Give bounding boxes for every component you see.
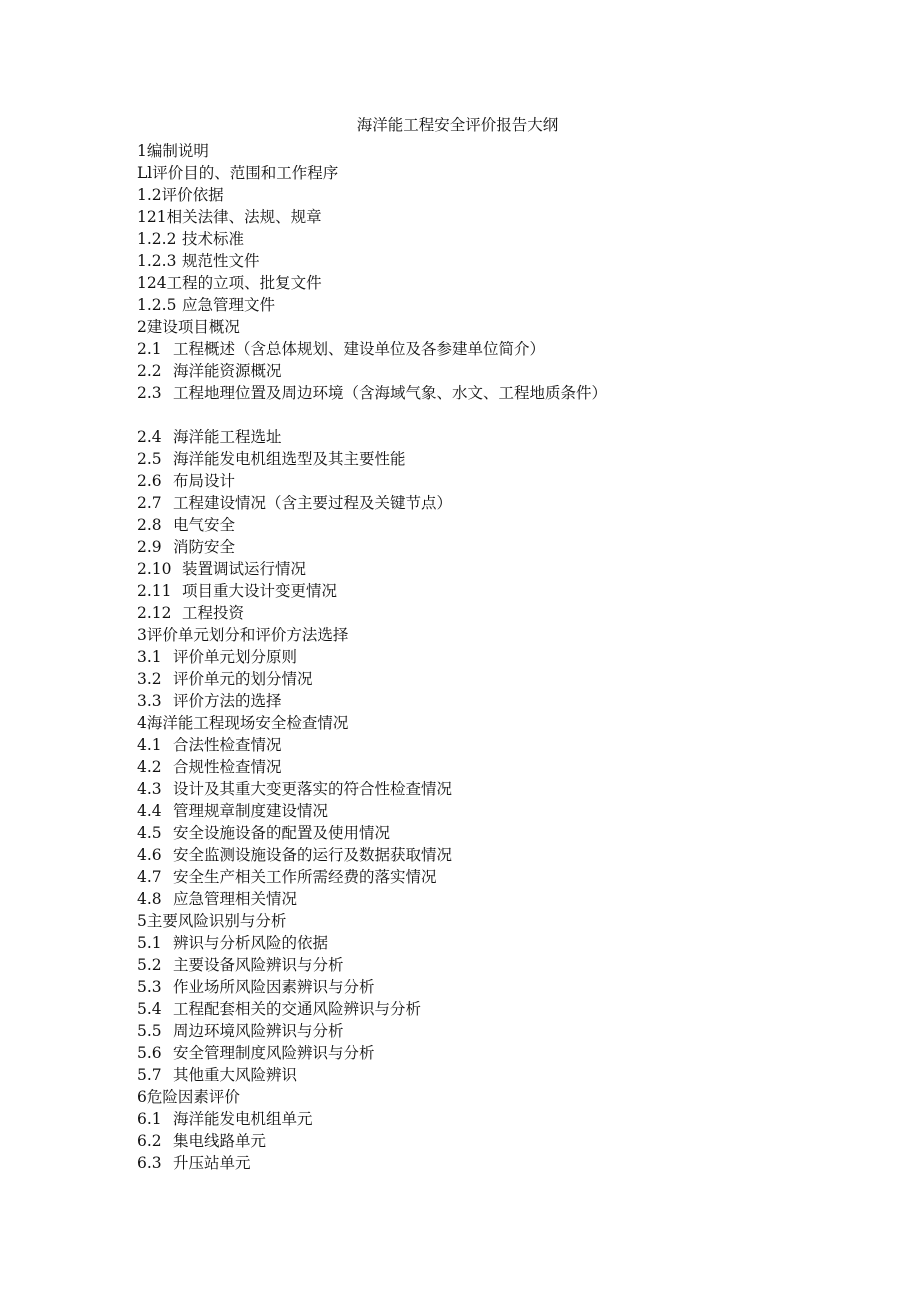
outline-item (137, 382, 637, 426)
outline-number: 2.12 (137, 604, 172, 622)
outline-text: 应急管理相关情况 (173, 890, 298, 908)
outline-number: 2.5 (137, 450, 162, 468)
outline-number: 1.2.5 (137, 296, 177, 314)
outline-item (137, 470, 637, 492)
document-title: 海洋能工程安全评价报告大纲 (356, 116, 559, 134)
outline-item (137, 624, 637, 646)
outline-text: 安全监测设施设备的运行及数据获取情况 (173, 846, 453, 864)
outline-number: 121 (137, 208, 167, 226)
outline-number: 3.2 (137, 670, 162, 688)
outline-text: 主要风险识别与分析 (146, 912, 287, 930)
outline-item (137, 690, 637, 712)
outline-number: 4.2 (137, 758, 162, 776)
outline-text: 评价方法的选择 (173, 692, 282, 710)
outline-item (137, 448, 637, 470)
outline-item (137, 976, 637, 998)
outline-item (137, 888, 637, 910)
outline-number: 2.4 (137, 428, 162, 446)
outline-item (137, 602, 637, 624)
outline-item (137, 756, 637, 778)
outline-text: 建设项目概况 (146, 318, 240, 336)
outline-text: 集电线路单元 (173, 1132, 267, 1150)
outline-item (137, 558, 637, 580)
outline-number: 5.3 (137, 978, 162, 996)
outline-number: 4.5 (137, 824, 162, 842)
outline-number: 6.3 (137, 1154, 162, 1172)
outline-item (137, 844, 637, 866)
outline-number: 4.7 (137, 868, 162, 886)
outline-number: 2.9 (137, 538, 162, 556)
outline-text: 工程概述（含总体规划、建设单位及各参建单位简介） (173, 340, 546, 358)
outline-text: 布局设计 (173, 472, 236, 490)
outline-text: 主要设备风险辨识与分析 (173, 956, 344, 974)
outline-text: 海洋能发电机组单元 (173, 1110, 313, 1128)
outline-text: 管理规章制度建设情况 (173, 802, 329, 820)
outline-item (137, 228, 637, 250)
outline-number: 2.10 (137, 560, 172, 578)
outline-text: 升压站单元 (173, 1154, 251, 1172)
outline-number: 4.6 (137, 846, 162, 864)
outline-item (137, 1064, 637, 1086)
outline-number: 4 (137, 714, 147, 732)
outline-number: Ll (137, 164, 153, 182)
outline-number: 5.7 (137, 1066, 162, 1084)
outline-number: 2.8 (137, 516, 162, 534)
outline-text: 设计及其重大变更落实的符合性检查情况 (173, 780, 453, 798)
outline-number: 124 (137, 274, 167, 292)
outline-text: 安全管理制度风险辨识与分析 (173, 1044, 375, 1062)
outline-item (137, 492, 637, 514)
outline-number: 5 (137, 912, 147, 930)
outline-text: 海洋能工程选址 (173, 428, 282, 446)
outline-item (137, 998, 637, 1020)
outline-text: 工程地理位置及周边环境（含海域气象、水文、工程地质条件） (173, 384, 608, 402)
outline-text: 工程的立项、批复文件 (166, 274, 322, 292)
outline-item (137, 206, 637, 228)
outline-number: 1.2.2 (137, 230, 177, 248)
outline-number: 1.2 (137, 186, 162, 204)
outline-text: 装置调试运行情况 (182, 560, 307, 578)
outline-text: 安全生产相关工作所需经费的落实情况 (173, 868, 437, 886)
outline-number: 2.6 (137, 472, 162, 490)
outline-number: 5.1 (137, 934, 162, 952)
outline-item (137, 536, 637, 558)
outline-item (137, 1152, 637, 1174)
outline-text: 其他重大风险辨识 (173, 1066, 298, 1084)
outline-item (137, 162, 637, 184)
outline-text: 安全设施设备的配置及使用情况 (173, 824, 391, 842)
outline-item (137, 1020, 637, 1042)
outline-item (137, 910, 637, 932)
outline-item (137, 1130, 637, 1152)
outline-text: 评价单元的划分情况 (173, 670, 313, 688)
outline-item (137, 360, 637, 382)
outline-number: 4.3 (137, 780, 162, 798)
outline-item (137, 932, 637, 954)
outline-item (137, 822, 637, 844)
outline-text: 海洋能资源概况 (173, 362, 282, 380)
outline-text: 危险因素评价 (146, 1088, 240, 1106)
outline-number: 1.2.3 (137, 252, 177, 270)
outline-item (137, 316, 637, 338)
outline-item (137, 778, 637, 800)
outline-text: 合规性检查情况 (173, 758, 282, 776)
outline-item (137, 338, 637, 360)
outline-number: 1 (137, 142, 147, 160)
outline-number: 3.3 (137, 692, 162, 710)
outline-item (137, 954, 637, 976)
outline-number: 2.7 (137, 494, 162, 512)
outline-text: 合法性检查情况 (173, 736, 282, 754)
outline-number: 5.6 (137, 1044, 162, 1062)
outline-number: 2.2 (137, 362, 162, 380)
outline-item (137, 1086, 637, 1108)
outline-item (137, 140, 637, 162)
outline-item (137, 250, 637, 272)
outline-text: 项目重大设计变更情况 (182, 582, 338, 600)
outline-item (137, 734, 637, 756)
outline-number: 4.4 (137, 802, 162, 820)
outline-item (137, 1108, 637, 1130)
outline-item (137, 426, 637, 448)
outline-list (137, 140, 637, 1174)
outline-text: 编制说明 (146, 142, 209, 160)
outline-number: 2 (137, 318, 147, 336)
outline-text: 周边环境风险辨识与分析 (173, 1022, 344, 1040)
outline-text: 规范性文件 (182, 252, 260, 270)
outline-item (137, 272, 637, 294)
outline-number: 6.1 (137, 1110, 162, 1128)
outline-item (137, 712, 637, 734)
outline-text: 评价依据 (161, 186, 224, 204)
outline-number: 2.1 (137, 340, 162, 358)
outline-text: 工程建设情况（含主要过程及关键节点） (173, 494, 453, 512)
outline-item (137, 514, 637, 536)
outline-text: 辨识与分析风险的依据 (173, 934, 329, 952)
outline-number: 6 (137, 1088, 147, 1106)
outline-number: 3 (137, 626, 147, 644)
outline-item (137, 294, 637, 316)
outline-text: 消防安全 (173, 538, 236, 556)
outline-item (137, 580, 637, 602)
outline-number: 5.4 (137, 1000, 162, 1018)
outline-text: 评价单元划分原则 (173, 648, 298, 666)
outline-item (137, 184, 637, 206)
outline-number: 5.2 (137, 956, 162, 974)
outline-number: 5.5 (137, 1022, 162, 1040)
outline-item (137, 1042, 637, 1064)
outline-text: 电气安全 (173, 516, 236, 534)
outline-number: 4.1 (137, 736, 162, 754)
outline-text: 相关法律、法规、规章 (166, 208, 322, 226)
outline-number: 2.11 (137, 582, 172, 600)
outline-text: 海洋能发电机组选型及其主要性能 (173, 450, 406, 468)
outline-number: 4.8 (137, 890, 162, 908)
outline-number: 3.1 (137, 648, 162, 666)
outline-text: 海洋能工程现场安全检查情况 (146, 714, 349, 732)
outline-number: 2.3 (137, 384, 162, 402)
outline-text: 评价单元划分和评价方法选择 (146, 626, 349, 644)
outline-text: 应急管理文件 (182, 296, 276, 314)
outline-item (137, 800, 637, 822)
outline-text: 工程配套相关的交通风险辨识与分析 (173, 1000, 422, 1018)
outline-number: 6.2 (137, 1132, 162, 1150)
outline-item (137, 646, 637, 668)
outline-text: 评价目的、范围和工作程序 (152, 164, 339, 182)
outline-item (137, 668, 637, 690)
outline-text: 技术标准 (182, 230, 245, 248)
outline-text: 作业场所风险因素辨识与分析 (173, 978, 375, 996)
outline-item (137, 866, 637, 888)
outline-text: 工程投资 (182, 604, 245, 622)
